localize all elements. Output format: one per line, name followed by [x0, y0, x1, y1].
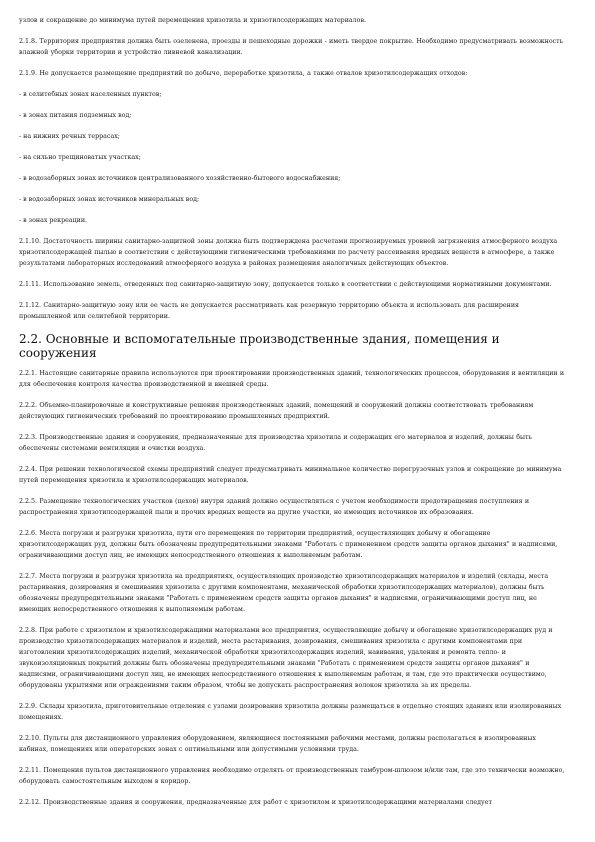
list-item: - на сильно трещиноватых участках;	[19, 154, 141, 161]
paragraph-2-2-5: 2.2.5. Размещение технологических участков (цехов) внутри зданий должно осуществляться с учетом необходимости предотвращения поступления и распространения хризотилсодержащей пыли и прочих вредных веществ на другие участки, не имеющих источников их образования.	[19, 498, 530, 516]
list-item: - на нижних речных террасах;	[19, 133, 120, 140]
list-item: - в водозаборных зонах источников минеральных вод;	[19, 196, 200, 203]
paragraph-2-2-8: 2.2.8. При работе с хризотилом и хризотилсодержащими материалами все предприятия, осуществляющие добычу и обогащение хризотилсодержащих руд и производство хризотилсодержащих материалов и изделий, места растаривания, дозирования, смешивания хризотила с другими компонентами при изготовлении хризотилсодержащих изделий, механической обработки хризотилсодержащих изделий, навивания, удаления и ремонта тепло- и звукоизоляционных покрытий должны быть обозначены предупредительными знаками "Работать с применением средств защиты органов дыхания" и надписями, ограничивающими доступ лиц, не имеющих непосредственного отношения к выполняемым работам, и там, где это практически осуществимо, оборудованы укрытиями или ограждениями таким образом, чтобы не допускать распространения волокон хризотила за их пределы.	[19, 627, 553, 689]
list-item: - в зонах рекреации.	[19, 217, 88, 224]
paragraph-2-2-6: 2.2.6. Места погрузки и разгрузки хризотила, пути его перемещения по территории предприятий, осуществляющих добычу и обогащение хризотилсодержащих руд, должны быть обозначены предупредительными знаками "Работать с применением средств защиты органов дыхания" и надписями, ограничивающими доступ лиц, не имеющих непосредственного отношения к выполняемым работам.	[19, 530, 558, 559]
paragraph-2-2-3: 2.2.3. Производственные здания и сооружения, предназначенные для производства хризотила и содержащих его материалов и изделий, должны быть обеспечены системами вентиляции и очистки воздуха.	[19, 434, 532, 452]
section-heading: 2.2. Основные и вспомогательные производственные здания, помещения и сооружения	[19, 332, 500, 360]
list-item: - в селитебных зонах населенных пунктов;	[19, 91, 162, 98]
paragraph-2-1-8: 2.1.8. Территория предприятия должна быть озеленена, проезды и пешеходные дорожки - иметь твердое покрытие. Необходимо предусматривать возможность влажной уборки территории и устройство ливневой канализации.	[19, 38, 564, 56]
list-item: - в водозаборных зонах источников централизованного хозяйственно-бытового водоснабжения;	[19, 175, 341, 182]
paragraph-2-1-7-end: узлов и сокращение до минимума путей перемещения хризотила и хризотилсодержащих материалов.	[19, 17, 367, 24]
paragraph-2-1-9: 2.1.9. Не допускается размещение предприятий по добыче, переработке хризотила, а также отвалов хризотилсодержащих отходов:	[19, 70, 468, 77]
paragraph-2-2-4: 2.2.4. При решении технологической схемы предприятий следует предусматривать минимальное количество перегрузочных узлов и сокращение до минимума путей перемещения хризотила и хризотилсодержащих материалов.	[19, 466, 562, 484]
paragraph-2-1-10: 2.1.10. Достаточность ширины санитарно-защитной зоны должна быть подтверждена расчетами прогнозируемых уровней загрязнения атмосферного воздуха хризотилсодержащей пылью в соответствии с действующими гигиеническими требованиями по расчету рассеивания вредных веществ в атмосфере, а также результатами лабораторных исследований атмосферного воздуха в районах размещения аналогичных действующих объектов.	[19, 238, 558, 267]
paragraph-2-1-12: 2.1.12. Санитарно-защитную зону или ее часть не допускается рассматривать как резервную территорию объекта и использовать для расширения промышленной или селитебной территории.	[19, 302, 520, 320]
paragraph-2-2-10: 2.2.10. Пульты для дистанционного управления оборудованием, являющиеся постоянными рабочими местами, должны располагаться в изолированных кабинах, помещениях или операторских зонах с оптимальными или допустимыми условиями труда.	[19, 735, 536, 753]
list-item: - в зонах питания подземных вод;	[19, 112, 132, 119]
paragraph-2-2-7: 2.2.7. Места погрузки и разгрузки хризотила на предприятиях, осуществляющих производство хризотилсодержащих материалов и изделий (склады, места растаривания, дозирования и смешивания хризотила с другими компонентами, механической обработки хризотилсодержащих материалов), должны быть обозначены предупредительными знаками "Работать с применением средств защиты органов дыхания" и надписями, ограничивающими доступ лиц, не имеющих непосредственного отношения к выполняемым работам.	[19, 573, 549, 613]
paragraph-2-1-11: 2.1.11. Использование земель, отведенных под санитарно-защитную зону, допускается только в соответствии с действующими нормативными документами.	[19, 281, 552, 288]
paragraph-2-2-12: 2.2.12. Производственные здания и сооружения, предназначенные для работ с хризотилом и хризотилсодержащими материалами следует	[19, 799, 492, 806]
paragraph-2-2-1: 2.2.1. Настоящие санитарные правила используются при проектировании производственных зданий, технологических процессов, оборудования и вентиляции и для обеспечения контроля качества производственной и внешней среды.	[19, 370, 565, 388]
paragraph-2-2-9: 2.2.9. Склады хризотила, приготовительные отделения с узлами дозирования хризотила должны размещаться в отдельно стоящих зданиях или изолированных помещениях.	[19, 703, 562, 721]
paragraph-2-2-2: 2.2.2. Объемно-планировочные и конструктивные решения производственных зданий, помещений и сооружений должны соответствовать требованиям действующих гигиенических требований по проектированию промышленных предприятий.	[19, 402, 534, 420]
paragraph-2-2-11: 2.2.11. Помещения пультов дистанционного управления необходимо отделять от производственных тамбуром-шлюзом и/или там, где это технически возможно, оборудовать самостоятельным выходом в коридор.	[19, 767, 565, 785]
